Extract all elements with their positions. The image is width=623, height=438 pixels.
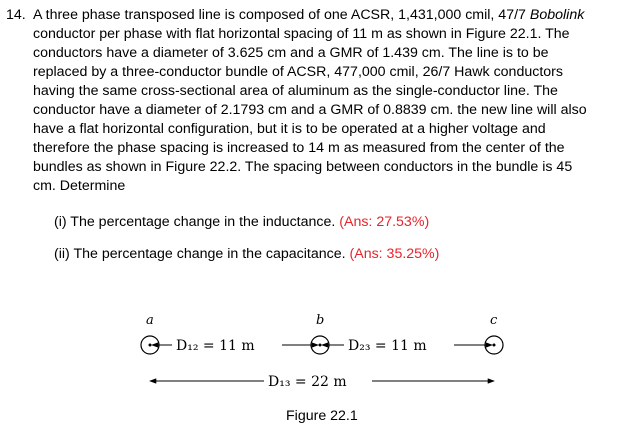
problem-line: having the same cross-sectional area of aluminum as the single-conductor line. The — [33, 83, 558, 99]
d23-label: D₂₃ = 11 m — [348, 338, 427, 354]
problem-body — [33, 6, 616, 196]
label-a: a — [146, 313, 154, 328]
problem-line: therefore the phase spacing is increased to 14 m as measured from the center of the — [33, 140, 565, 156]
problem-line: bundles as shown in Figure 22.2. The spacing between conductors in the bundle is 45 — [33, 159, 573, 175]
conductor-a-center — [149, 344, 152, 347]
figure-22-1 — [0, 300, 623, 438]
answer-ii: (Ans: 35.25%) — [349, 246, 440, 262]
problem-line: conductors have a diameter of 3.625 cm and a GMR of 1.439 cm. The line is to be — [33, 45, 549, 61]
problem-statement — [6, 6, 616, 196]
part-i: (i) The percentage change in the inductance. (Ans: 27.53%) — [54, 214, 430, 230]
d12-label: D₁₂ = 11 m — [176, 338, 255, 354]
problem-line: cm. Determine — [33, 178, 126, 194]
conductor-c-center — [493, 344, 496, 347]
conductor-b-center — [319, 344, 322, 347]
problem-line: replaced by a three-conductor bundle of ACSR, 477,000 cmil, 26/7 Hawk conductors — [33, 64, 563, 80]
d13-label: D₁₃ = 22 m — [268, 374, 347, 390]
answer-i: (Ans: 27.53%) — [339, 214, 430, 230]
problem-line: conductor have a diameter of 2.1793 cm and a GMR of 0.8839 cm. the new line will also — [33, 102, 587, 118]
problem-line: have a flat horizontal configuration, but it is to be operated at a higher voltage and — [33, 121, 546, 137]
problem-line: A three phase transposed line is composed of one ACSR, 1,431,000 cmil, 47/7 Bobolink — [33, 7, 585, 23]
part-ii: (ii) The percentage change in the capacitance. (Ans: 35.25%) — [54, 246, 440, 262]
bobolink-term: Bobolink — [529, 7, 585, 23]
figure-caption: Figure 22.1 — [286, 408, 358, 424]
problem-number: 14. — [6, 7, 26, 23]
label-c: c — [490, 313, 498, 328]
label-b: b — [316, 313, 325, 328]
problem-line: conductor per phase with flat horizontal spacing of 11 m as shown in Figure 22.1. The — [33, 26, 570, 42]
